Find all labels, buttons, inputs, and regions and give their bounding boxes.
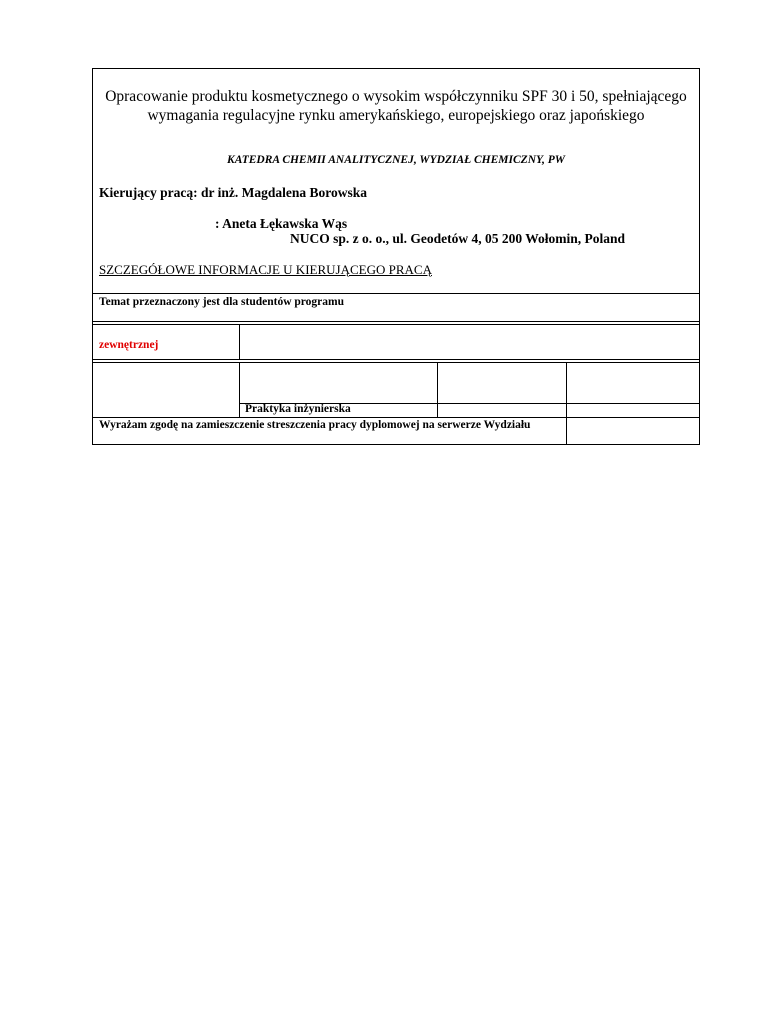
engineering-practice-label: Praktyka inżynierska xyxy=(245,403,351,415)
column-divider xyxy=(239,362,240,417)
department-name: KATEDRA CHEMII ANALITYCZNEJ, WYDZIAŁ CHEMICZNY, PW xyxy=(227,154,565,166)
header-cell xyxy=(93,69,699,293)
row-divider xyxy=(93,321,699,322)
row-divider xyxy=(93,417,699,418)
column-divider xyxy=(239,324,240,359)
details-note: SZCZEGÓŁOWE INFORMACJE U KIERUJĄCEGO PRACĄ xyxy=(99,262,432,277)
column-divider xyxy=(566,362,567,444)
row-divider xyxy=(93,324,699,325)
project-form xyxy=(92,68,700,445)
program-label: Temat przeznaczony jest dla studentów programu xyxy=(99,296,344,308)
company-address: NUCO sp. z o. o., ul. Geodetów 4, 05 200 Wołomin, Poland xyxy=(290,231,626,246)
consent-label: Wyrażam zgodę na zamieszczenie streszczenia pracy dyplomowej na serwerze Wydziału xyxy=(99,419,531,431)
column-divider xyxy=(437,362,438,417)
supervisor-line: Kierujący pracą: dr inż. Magdalena Borowska xyxy=(99,185,367,200)
co-supervisor-line: : Aneta Łękawska Wąs xyxy=(215,216,348,231)
row-divider xyxy=(93,293,699,294)
thesis-title: Opracowanie produktu kosmetycznego o wysokim współczynniku SPF 30 i 50, spełniającego wymagania regulacyjne rynku amerykańskiego, europejskiego oraz japońskiego xyxy=(105,88,687,124)
row-divider xyxy=(93,359,699,360)
row-divider xyxy=(93,362,699,363)
external-study-label: zewnętrznej xyxy=(99,339,159,351)
